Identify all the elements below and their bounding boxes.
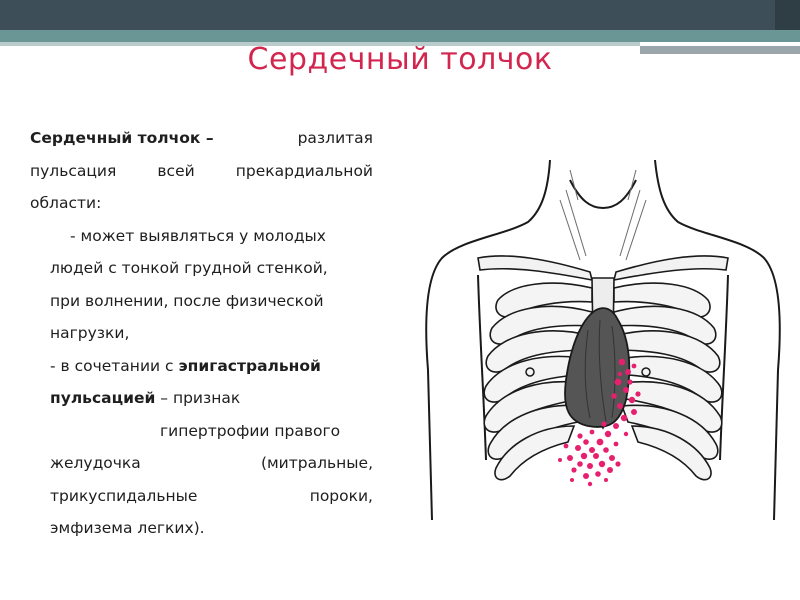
item2-word: пороки, bbox=[309, 486, 373, 505]
item2-bold-term-2: пульсацией bbox=[50, 389, 156, 407]
item2-line-3: гипертрофии правого bbox=[160, 421, 341, 440]
item2-line-5 bbox=[30, 480, 373, 513]
item1-line-4: нагрузки, bbox=[50, 324, 130, 342]
definition-word: всей bbox=[157, 161, 195, 180]
item2-line-6: эмфизема легких). bbox=[50, 519, 205, 537]
definition-rest: разлитая bbox=[297, 129, 373, 147]
definition-word: пульсация bbox=[30, 161, 117, 180]
item2-line-1 bbox=[30, 350, 373, 383]
item1-line-3: при волнении, после физической bbox=[50, 291, 324, 310]
item2-bold-term: эпигастральной bbox=[178, 356, 321, 375]
item2-prefix: - в сочетании с bbox=[50, 356, 174, 375]
clavicles bbox=[478, 256, 728, 280]
header-bar-accent bbox=[775, 0, 800, 30]
item2-line-4 bbox=[30, 447, 373, 480]
definition-line-2 bbox=[30, 155, 373, 188]
item1-line-1: - может выявляться у молодых bbox=[70, 226, 326, 245]
item2-line-2 bbox=[30, 382, 373, 415]
header-teal-stripe bbox=[0, 30, 800, 42]
definition-line-3: области: bbox=[30, 194, 102, 212]
item2-word: (митральные, bbox=[260, 454, 373, 472]
definition-term: Сердечный толчок – bbox=[30, 129, 214, 147]
item2-word: трикуспидальные bbox=[50, 486, 198, 505]
item1-line-2: людей с тонкой грудной стенкой, bbox=[50, 259, 328, 277]
definition-word: прекардиальной bbox=[235, 161, 373, 180]
header-bar bbox=[0, 0, 800, 30]
slide-title: Сердечный толчок bbox=[247, 42, 553, 77]
definition-line-1 bbox=[30, 122, 373, 155]
slide-body-text bbox=[30, 122, 373, 545]
chest-heart-illustration bbox=[420, 160, 790, 530]
item2-word: желудочка bbox=[50, 454, 141, 472]
item2-rest: – признак bbox=[160, 389, 241, 407]
